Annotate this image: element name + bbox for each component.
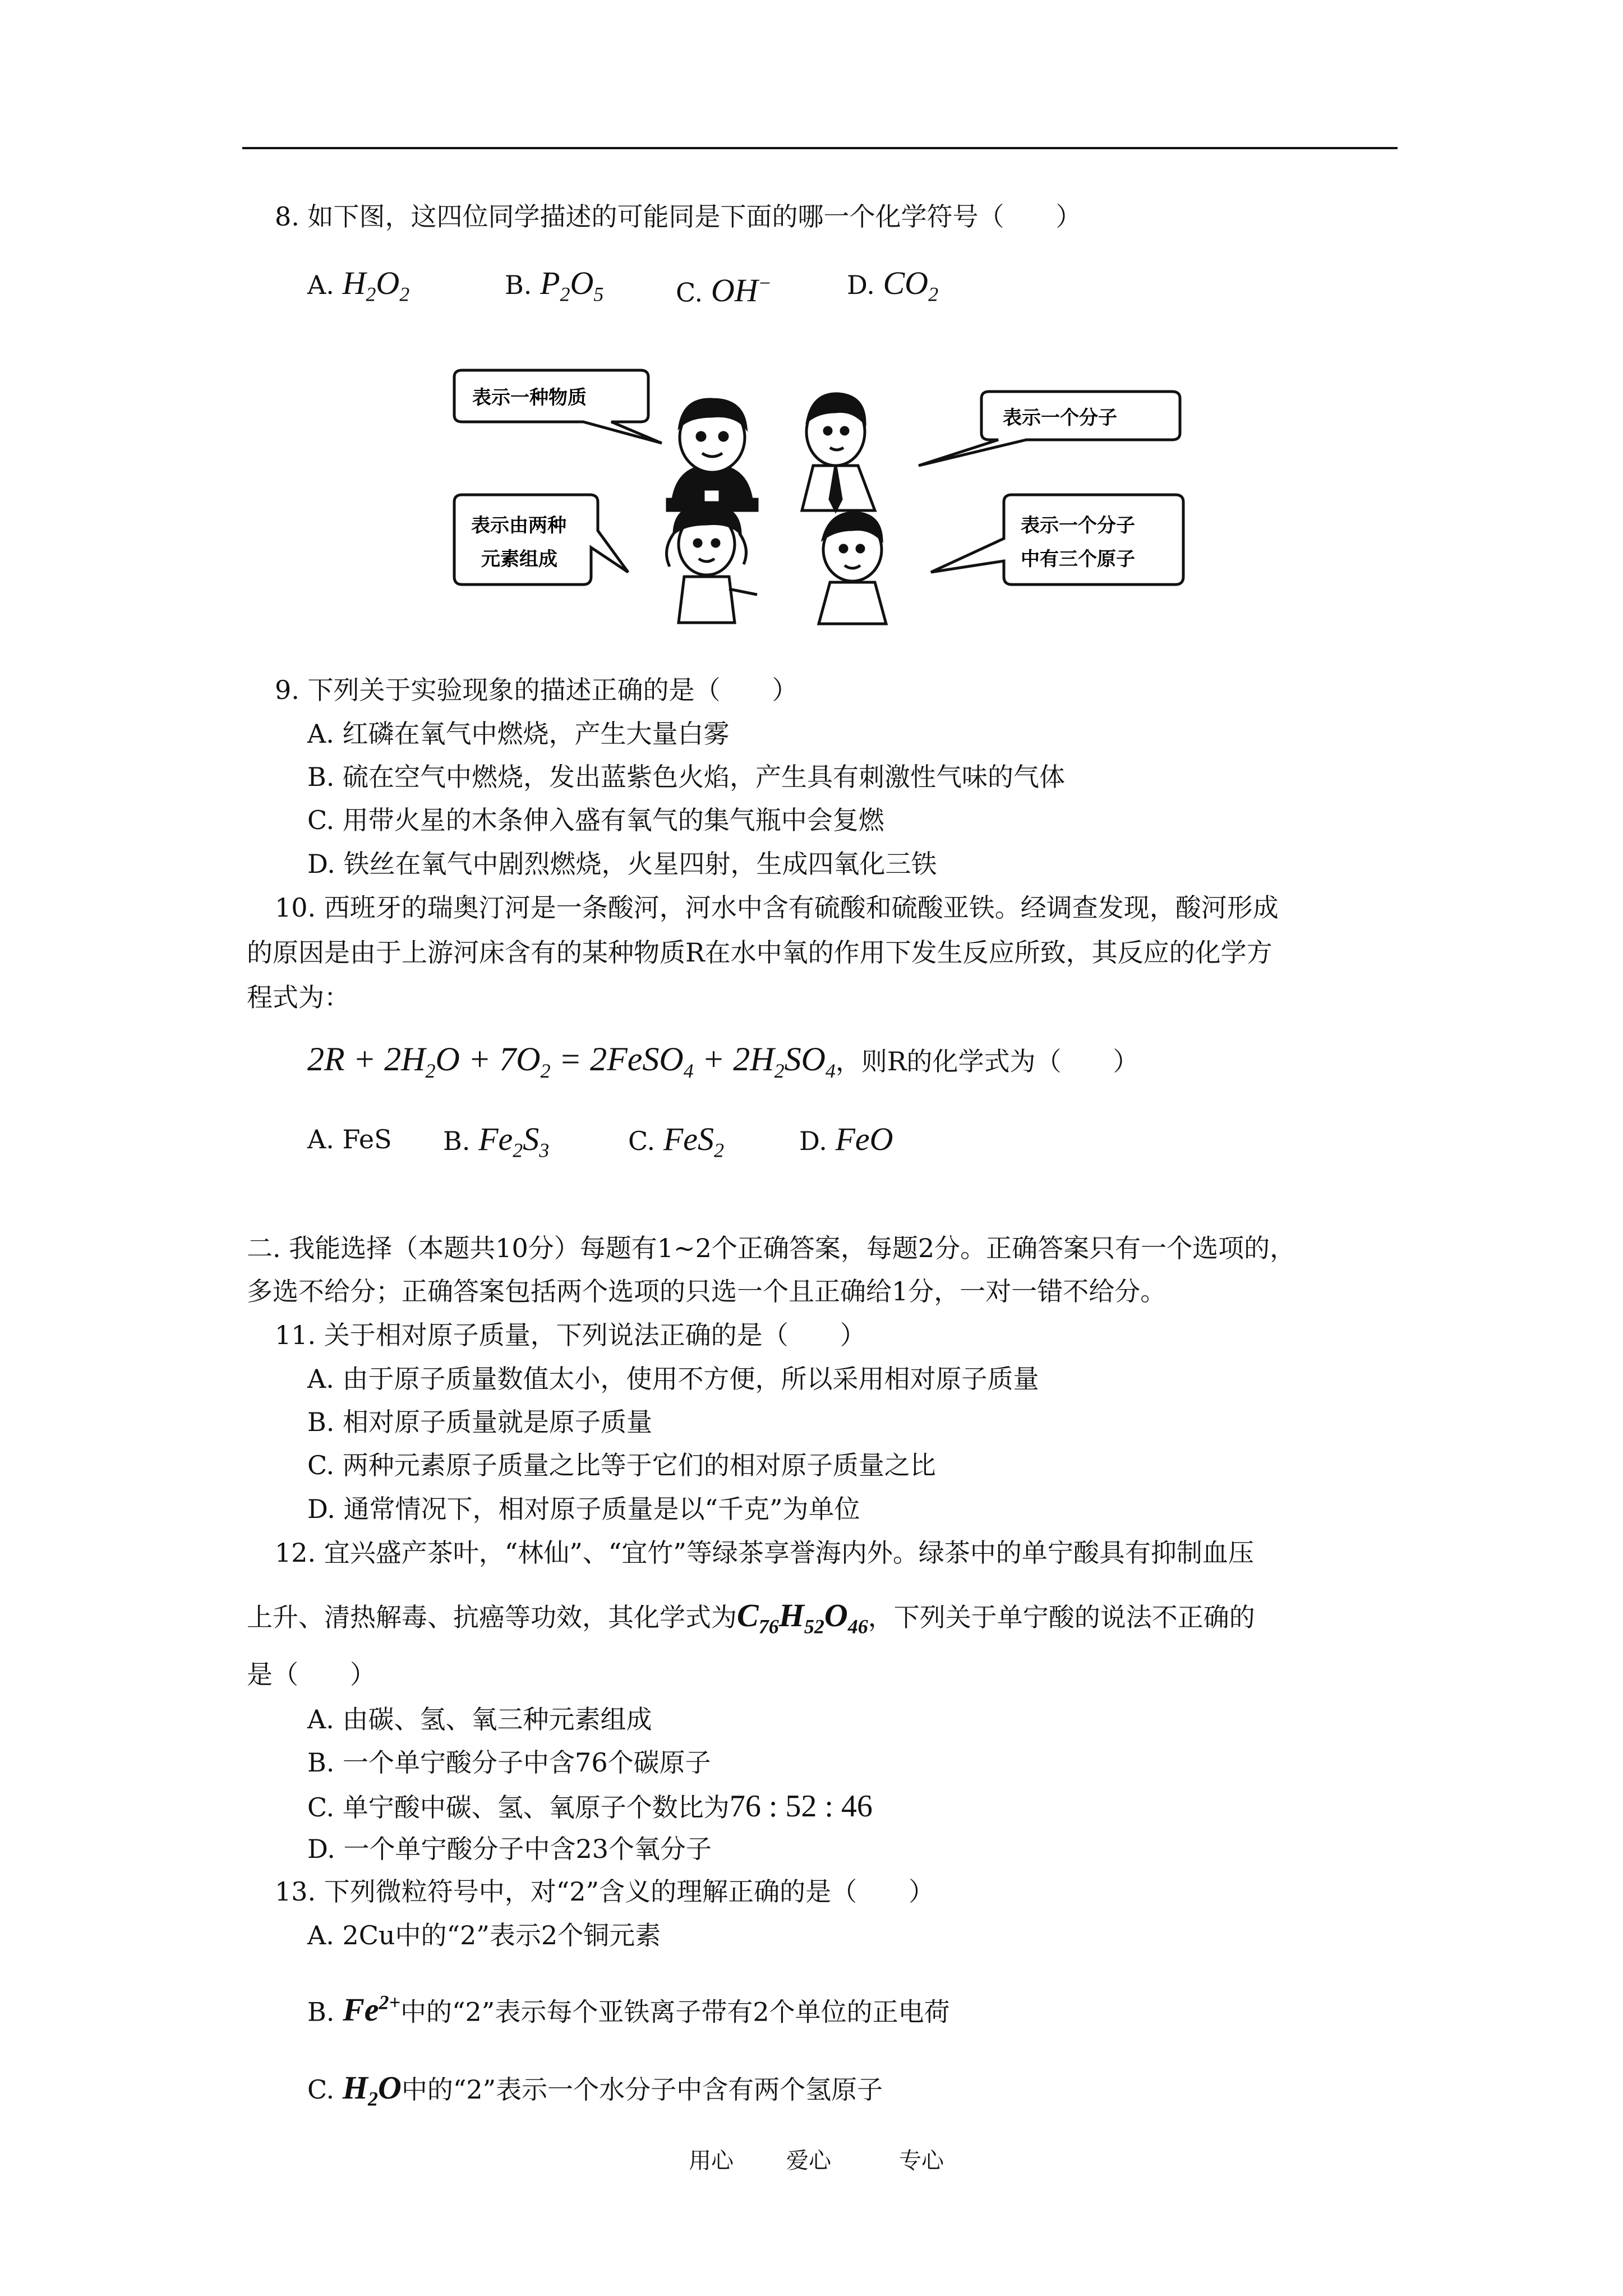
q8-formula-b: $P_2O_5$ — [540, 265, 604, 306]
q13-option-c[interactable]: C. $H_2O$中的“2”表示一个水分子中含有两个氢原子 — [307, 2069, 883, 2110]
q8-option-c[interactable]: C. OH− — [676, 272, 772, 309]
q12-option-d[interactable]: D. 一个单宁酸分子中含23个氧分子 — [307, 1834, 712, 1864]
q8-students-illustration — [443, 365, 1195, 628]
q12-line-1: 12. 宜兴盛产茶叶，“林仙”、“宜竹”等绿茶享誉海内外。绿茶中的单宁酸具有抑制血压 — [275, 1538, 1254, 1568]
footer-text-3: 专心 — [899, 2148, 944, 2174]
q9-option-a[interactable]: A. 红磷在氧气中燃烧，产生大量白雾 — [307, 719, 730, 749]
q10-formula-d: FeO — [835, 1121, 893, 1157]
q12-line-2: 上升、清热解毒、抗癌等功效，其化学式为$C_{76}H_{52}O_{46}$，下列关于单宁酸的说法不正确的 — [247, 1597, 1255, 1638]
speech-bubble-three-atoms — [931, 495, 1183, 585]
q10-formula-b: $Fe_2S_3$ — [478, 1121, 550, 1162]
bubble-text-2: 表示一个分子 — [1003, 407, 1117, 429]
section-2-line-2: 多选不给分；正确答案包括两个选项的只选一个且正确给1分，一对一错不给分。 — [247, 1276, 1166, 1306]
q10-line-1: 10. 西班牙的瑞奥汀河是一条酸河，河水中含有硫酸和硫酸亚铁。经调查发现，酸河形成 — [275, 892, 1279, 923]
q9-stem: 9. 下列关于实验现象的描述正确的是（ ） — [275, 675, 798, 705]
student-girl — [667, 505, 757, 623]
q8-option-a[interactable]: A. $H_2O_2$ — [307, 265, 410, 306]
q10-line-3: 程式为： — [247, 982, 350, 1013]
q12-tannic-acid-formula: $C_{76}H_{52}O_{46}$ — [737, 1597, 868, 1638]
q13-ferrous-ion-formula: $Fe^{2+}$ — [343, 1991, 401, 2028]
q11-option-b[interactable]: B. 相对原子质量就是原子质量 — [307, 1407, 653, 1437]
q13-option-b[interactable]: B. $Fe^{2+}$中的“2”表示每个亚铁离子带有2个单位的正电荷 — [307, 1991, 950, 2028]
q13-option-a[interactable]: A. 2Cu中的“2”表示2个铜元素 — [307, 1920, 661, 1950]
student-boy-2 — [802, 394, 875, 510]
q10-formula-c: FeS$_2$ — [663, 1121, 724, 1162]
speech-bubble-two-elements — [454, 495, 628, 585]
q11-stem: 11. 关于相对原子质量，下列说法正确的是（ ） — [275, 1320, 866, 1350]
q11-option-a[interactable]: A. 由于原子质量数值太小，使用不方便，所以采用相对原子质量 — [307, 1364, 1039, 1394]
q12-atom-ratio: 76 : 52 : 46 — [729, 1789, 873, 1824]
q11-option-d[interactable]: D. 通常情况下，相对原子质量是以“千克”为单位 — [307, 1494, 860, 1524]
bubble-text-1: 表示一种物质 — [472, 386, 587, 409]
student-boy-3 — [819, 513, 886, 624]
q10-option-d[interactable]: D. FeO — [799, 1121, 893, 1157]
q12-option-c[interactable]: C. 单宁酸中碳、氢、氧原子个数比为76 : 52 : 46 — [307, 1789, 873, 1824]
q10-option-c[interactable]: C. FeS$_2$ — [628, 1121, 724, 1162]
q9-option-b[interactable]: B. 硫在空气中燃烧，发出蓝紫色火焰，产生具有刺激性气味的气体 — [307, 762, 1066, 792]
q10-option-b[interactable]: B. $Fe_2S_3$ — [443, 1121, 550, 1162]
q12-line-3: 是（ ） — [247, 1659, 376, 1690]
q12-option-b[interactable]: B. 一个单宁酸分子中含76个碳原子 — [307, 1747, 711, 1778]
q10-chemical-equation: $2R + 2H_2O + 7O_2$ = 2FeSO$_4$ + $2H_2SO_4$ — [307, 1041, 836, 1082]
q8-formula-d: $CO_2$ — [883, 265, 939, 306]
student-boy-1 — [667, 399, 757, 510]
footer-text-1: 用心 — [689, 2148, 734, 2174]
bubble-text-4: 元素组成 — [481, 548, 557, 570]
q8-option-d[interactable]: D. $CO_2$ — [847, 265, 939, 306]
q8-formula-c: OH− — [711, 272, 772, 309]
header-rule — [242, 147, 1398, 149]
speech-bubble-substance — [454, 370, 662, 443]
q13-stem: 13. 下列微粒符号中，对“2”含义的理解正确的是（ ） — [275, 1876, 935, 1907]
footer-text-2: 爱心 — [786, 2148, 831, 2174]
q9-option-c[interactable]: C. 用带火星的木条伸入盛有氧气的集气瓶中会复燃 — [307, 805, 884, 835]
q13-water-formula: $H_2O$ — [342, 2069, 402, 2110]
q8-option-b[interactable]: B. $P_2O_5$ — [505, 265, 604, 306]
speech-bubble-molecule — [919, 392, 1180, 466]
q8-stem: 8. 如下图，这四位同学描述的可能同是下面的哪一个化学符号（ ） — [275, 201, 1082, 232]
q12-option-a[interactable]: A. 由碳、氢、氧三种元素组成 — [307, 1704, 652, 1734]
section-2-line-1: 二. 我能选择（本题共10分）每题有1~2个正确答案，每题2分。正确答案只有一个选项的， — [247, 1233, 1296, 1263]
bubble-text-6: 中有三个原子 — [1021, 548, 1135, 570]
q10-equation-line: $2R + 2H_2O + 7O_2$ = 2FeSO$_4$ + $2H_2SO_4$，则R的化学式为（ ） — [307, 1041, 1139, 1082]
q11-option-c[interactable]: C. 两种元素原子质量之比等于它们的相对原子质量之比 — [307, 1450, 936, 1480]
bubble-text-5: 表示一个分子 — [1021, 514, 1135, 537]
q8-formula-a: $H_2O_2$ — [342, 265, 410, 306]
q9-option-d[interactable]: D. 铁丝在氧气中剧烈燃烧，火星四射，生成四氧化三铁 — [307, 849, 937, 879]
bubble-text-3: 表示由两种 — [471, 514, 566, 537]
q10-line-2: 的原因是由于上游河床含有的某种物质R在水中氧的作用下发生反应所致，其反应的化学方 — [247, 937, 1272, 968]
q10-option-a[interactable]: A. FeS — [307, 1124, 392, 1154]
